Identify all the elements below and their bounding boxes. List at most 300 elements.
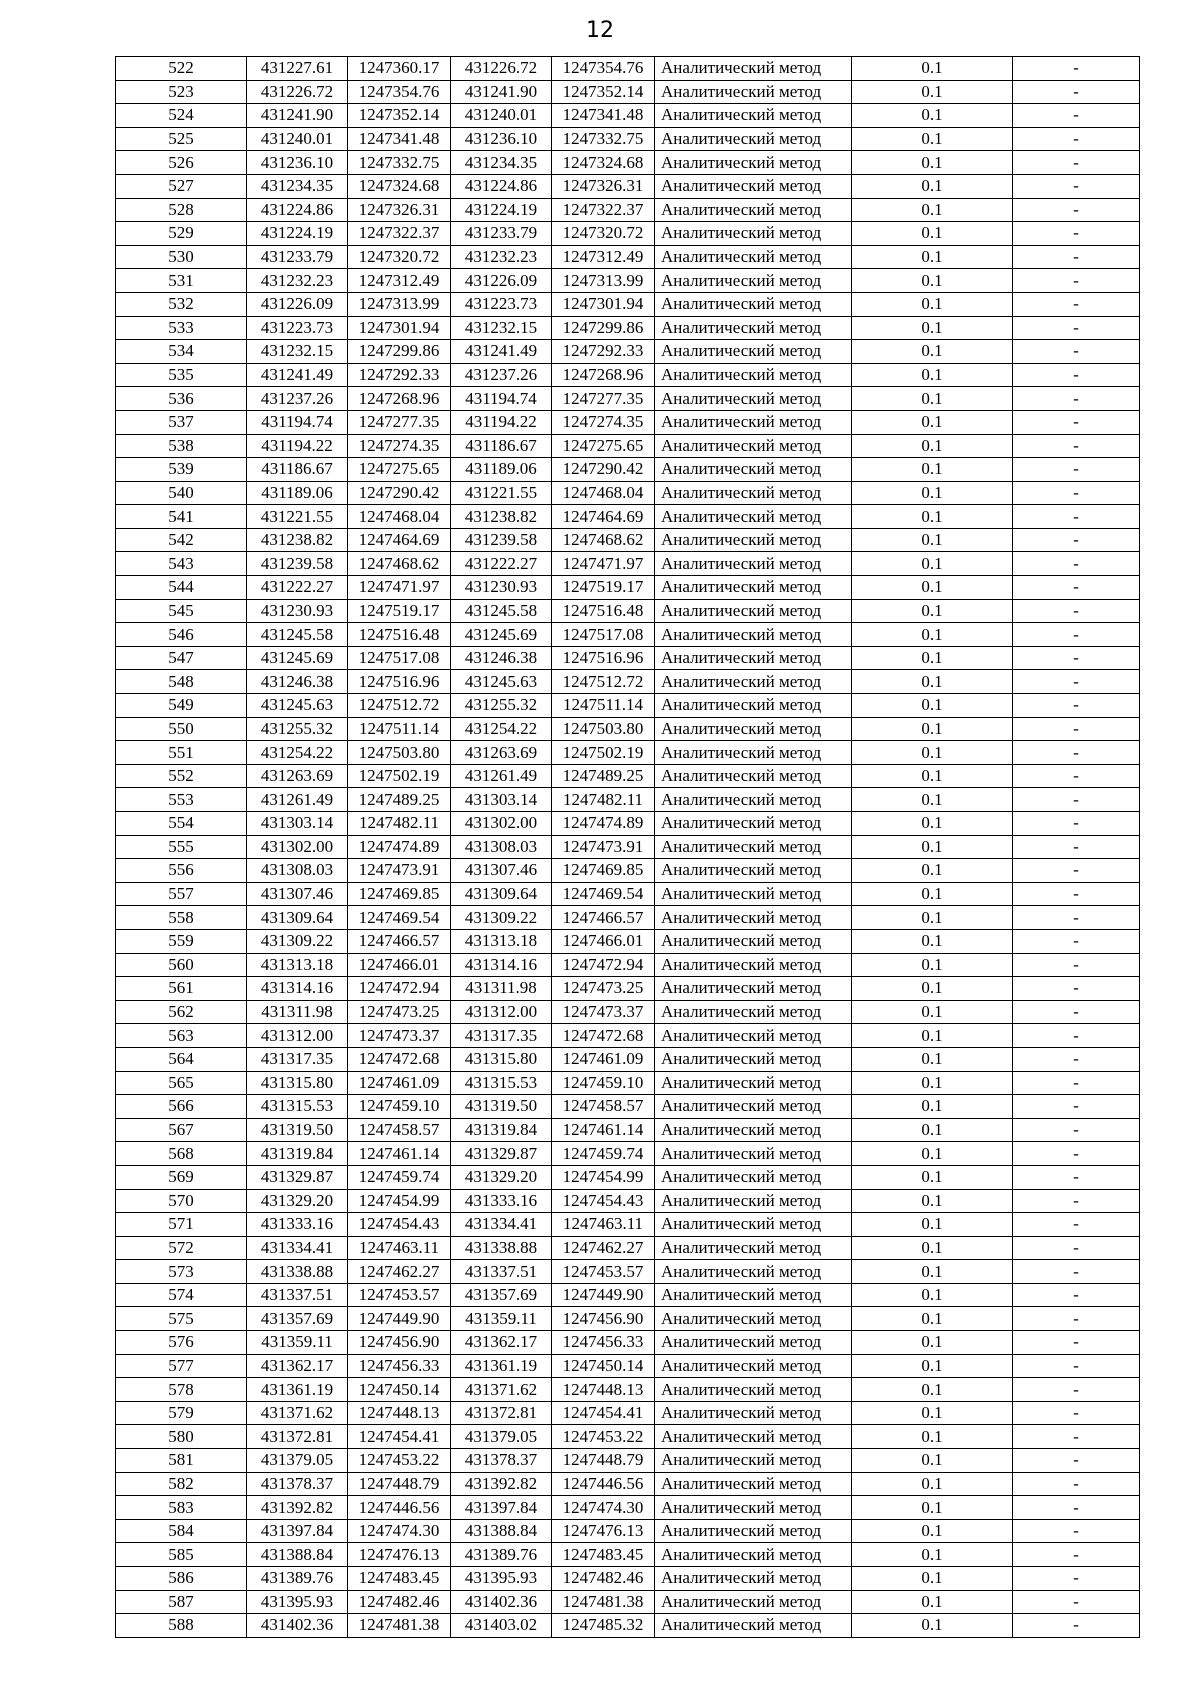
note-cell: - (1013, 528, 1140, 552)
y-start-cell: 1247320.72 (348, 245, 451, 269)
x-start-cell: 431392.82 (247, 1496, 348, 1520)
point-number-cell: 533 (116, 316, 247, 340)
y-start-cell: 1247461.14 (348, 1142, 451, 1166)
method-cell: Аналитический метод (655, 1213, 852, 1237)
note-cell: - (1013, 1024, 1140, 1048)
x-end-cell: 431241.49 (451, 340, 552, 364)
x-end-cell: 431319.50 (451, 1095, 552, 1119)
y-end-cell: 1247277.35 (552, 387, 655, 411)
point-number-cell: 583 (116, 1496, 247, 1520)
x-start-cell: 431319.50 (247, 1118, 348, 1142)
note-cell: - (1013, 599, 1140, 623)
point-number-cell: 558 (116, 906, 247, 930)
precision-cell: 0.1 (852, 717, 1013, 741)
precision-cell: 0.1 (852, 1071, 1013, 1095)
x-start-cell: 431315.53 (247, 1095, 348, 1119)
table-row (116, 1354, 1140, 1378)
y-end-cell: 1247332.75 (552, 127, 655, 151)
y-start-cell: 1247474.89 (348, 835, 451, 859)
x-start-cell: 431308.03 (247, 859, 348, 883)
point-number-cell: 542 (116, 528, 247, 552)
x-start-cell: 431395.93 (247, 1590, 348, 1614)
table-row (116, 623, 1140, 647)
point-number-cell: 567 (116, 1118, 247, 1142)
y-end-cell: 1247485.32 (552, 1614, 655, 1638)
x-start-cell: 431227.61 (247, 57, 348, 81)
precision-cell: 0.1 (852, 1567, 1013, 1591)
note-cell: - (1013, 363, 1140, 387)
y-start-cell: 1247473.25 (348, 1000, 451, 1024)
x-start-cell: 431334.41 (247, 1236, 348, 1260)
table-row (116, 1047, 1140, 1071)
point-number-cell: 547 (116, 646, 247, 670)
point-number-cell: 538 (116, 434, 247, 458)
note-cell: - (1013, 458, 1140, 482)
y-start-cell: 1247277.35 (348, 410, 451, 434)
x-start-cell: 431388.84 (247, 1543, 348, 1567)
x-end-cell: 431224.86 (451, 174, 552, 198)
point-number-cell: 552 (116, 764, 247, 788)
y-start-cell: 1247301.94 (348, 316, 451, 340)
point-number-cell: 535 (116, 363, 247, 387)
y-start-cell: 1247458.57 (348, 1118, 451, 1142)
table-row (116, 717, 1140, 741)
precision-cell: 0.1 (852, 741, 1013, 765)
y-end-cell: 1247481.38 (552, 1590, 655, 1614)
point-number-cell: 572 (116, 1236, 247, 1260)
y-end-cell: 1247472.94 (552, 953, 655, 977)
y-start-cell: 1247511.14 (348, 717, 451, 741)
y-end-cell: 1247463.11 (552, 1213, 655, 1237)
x-end-cell: 431303.14 (451, 788, 552, 812)
precision-cell: 0.1 (852, 434, 1013, 458)
precision-cell: 0.1 (852, 1283, 1013, 1307)
x-start-cell: 431357.69 (247, 1307, 348, 1331)
note-cell: - (1013, 1236, 1140, 1260)
x-start-cell: 431221.55 (247, 505, 348, 529)
x-end-cell: 431403.02 (451, 1614, 552, 1638)
x-start-cell: 431329.87 (247, 1165, 348, 1189)
y-end-cell: 1247448.13 (552, 1378, 655, 1402)
precision-cell: 0.1 (852, 812, 1013, 836)
x-start-cell: 431245.69 (247, 646, 348, 670)
method-cell: Аналитический метод (655, 481, 852, 505)
method-cell: Аналитический метод (655, 363, 852, 387)
method-cell: Аналитический метод (655, 906, 852, 930)
note-cell: - (1013, 410, 1140, 434)
note-cell: - (1013, 1283, 1140, 1307)
note-cell: - (1013, 1449, 1140, 1473)
precision-cell: 0.1 (852, 1189, 1013, 1213)
table-row (116, 316, 1140, 340)
y-end-cell: 1247449.90 (552, 1283, 655, 1307)
x-start-cell: 431313.18 (247, 953, 348, 977)
method-cell: Аналитический метод (655, 1449, 852, 1473)
y-start-cell: 1247461.09 (348, 1071, 451, 1095)
point-number-cell: 560 (116, 953, 247, 977)
x-start-cell: 431402.36 (247, 1614, 348, 1638)
x-end-cell: 431302.00 (451, 812, 552, 836)
y-end-cell: 1247290.42 (552, 458, 655, 482)
note-cell: - (1013, 481, 1140, 505)
point-number-cell: 578 (116, 1378, 247, 1402)
precision-cell: 0.1 (852, 1378, 1013, 1402)
method-cell: Аналитический метод (655, 1047, 852, 1071)
method-cell: Аналитический метод (655, 717, 852, 741)
x-end-cell: 431263.69 (451, 741, 552, 765)
x-end-cell: 431311.98 (451, 977, 552, 1001)
x-start-cell: 431261.49 (247, 788, 348, 812)
note-cell: - (1013, 127, 1140, 151)
x-end-cell: 431309.22 (451, 906, 552, 930)
method-cell: Аналитический метод (655, 1283, 852, 1307)
y-end-cell: 1247446.56 (552, 1472, 655, 1496)
method-cell: Аналитический метод (655, 410, 852, 434)
precision-cell: 0.1 (852, 859, 1013, 883)
y-start-cell: 1247446.56 (348, 1496, 451, 1520)
point-number-cell: 540 (116, 481, 247, 505)
method-cell: Аналитический метод (655, 1095, 852, 1119)
x-start-cell: 431233.79 (247, 245, 348, 269)
x-end-cell: 431226.09 (451, 269, 552, 293)
x-end-cell: 431338.88 (451, 1236, 552, 1260)
table-row (116, 1000, 1140, 1024)
point-number-cell: 564 (116, 1047, 247, 1071)
method-cell: Аналитический метод (655, 1567, 852, 1591)
note-cell: - (1013, 552, 1140, 576)
table-row (116, 481, 1140, 505)
method-cell: Аналитический метод (655, 576, 852, 600)
x-start-cell: 431232.15 (247, 340, 348, 364)
y-end-cell: 1247462.27 (552, 1236, 655, 1260)
precision-cell: 0.1 (852, 1307, 1013, 1331)
x-end-cell: 431233.79 (451, 222, 552, 246)
table-row (116, 363, 1140, 387)
point-number-cell: 570 (116, 1189, 247, 1213)
x-start-cell: 431232.23 (247, 269, 348, 293)
method-cell: Аналитический метод (655, 1614, 852, 1638)
y-start-cell: 1247360.17 (348, 57, 451, 81)
y-start-cell: 1247516.48 (348, 623, 451, 647)
point-number-cell: 544 (116, 576, 247, 600)
y-start-cell: 1247324.68 (348, 174, 451, 198)
x-end-cell: 431245.63 (451, 670, 552, 694)
point-number-cell: 546 (116, 623, 247, 647)
x-end-cell: 431372.81 (451, 1401, 552, 1425)
table-row (116, 1401, 1140, 1425)
precision-cell: 0.1 (852, 623, 1013, 647)
precision-cell: 0.1 (852, 1118, 1013, 1142)
y-start-cell: 1247481.38 (348, 1614, 451, 1638)
precision-cell: 0.1 (852, 1213, 1013, 1237)
y-end-cell: 1247459.74 (552, 1142, 655, 1166)
y-start-cell: 1247274.35 (348, 434, 451, 458)
y-end-cell: 1247320.72 (552, 222, 655, 246)
table-row (116, 292, 1140, 316)
point-number-cell: 554 (116, 812, 247, 836)
table-row (116, 151, 1140, 175)
method-cell: Аналитический метод (655, 741, 852, 765)
x-end-cell: 431232.23 (451, 245, 552, 269)
note-cell: - (1013, 292, 1140, 316)
table-row (116, 1449, 1140, 1473)
x-start-cell: 431359.11 (247, 1331, 348, 1355)
precision-cell: 0.1 (852, 1449, 1013, 1473)
x-start-cell: 431255.32 (247, 717, 348, 741)
x-end-cell: 431307.46 (451, 859, 552, 883)
x-start-cell: 431315.80 (247, 1071, 348, 1095)
y-start-cell: 1247512.72 (348, 694, 451, 718)
note-cell: - (1013, 198, 1140, 222)
note-cell: - (1013, 859, 1140, 883)
note-cell: - (1013, 434, 1140, 458)
precision-cell: 0.1 (852, 646, 1013, 670)
note-cell: - (1013, 835, 1140, 859)
x-end-cell: 431222.27 (451, 552, 552, 576)
table-row (116, 245, 1140, 269)
method-cell: Аналитический метод (655, 670, 852, 694)
page-number: 12 (586, 18, 614, 43)
x-start-cell: 431246.38 (247, 670, 348, 694)
x-end-cell: 431245.58 (451, 599, 552, 623)
table-row (116, 1118, 1140, 1142)
method-cell: Аналитический метод (655, 1519, 852, 1543)
table-row (116, 1590, 1140, 1614)
y-start-cell: 1247275.65 (348, 458, 451, 482)
x-start-cell: 431186.67 (247, 458, 348, 482)
note-cell: - (1013, 151, 1140, 175)
table-row (116, 764, 1140, 788)
method-cell: Аналитический метод (655, 505, 852, 529)
y-end-cell: 1247326.31 (552, 174, 655, 198)
x-end-cell: 431236.10 (451, 127, 552, 151)
x-start-cell: 431222.27 (247, 576, 348, 600)
x-start-cell: 431379.05 (247, 1449, 348, 1473)
point-number-cell: 574 (116, 1283, 247, 1307)
point-number-cell: 588 (116, 1614, 247, 1638)
y-end-cell: 1247312.49 (552, 245, 655, 269)
y-start-cell: 1247482.11 (348, 812, 451, 836)
x-end-cell: 431334.41 (451, 1213, 552, 1237)
method-cell: Аналитический метод (655, 1331, 852, 1355)
note-cell: - (1013, 1165, 1140, 1189)
y-start-cell: 1247456.90 (348, 1331, 451, 1355)
point-number-cell: 585 (116, 1543, 247, 1567)
precision-cell: 0.1 (852, 670, 1013, 694)
x-end-cell: 431315.80 (451, 1047, 552, 1071)
precision-cell: 0.1 (852, 458, 1013, 482)
x-start-cell: 431239.58 (247, 552, 348, 576)
table-row (116, 340, 1140, 364)
x-start-cell: 431319.84 (247, 1142, 348, 1166)
point-number-cell: 551 (116, 741, 247, 765)
precision-cell: 0.1 (852, 1024, 1013, 1048)
precision-cell: 0.1 (852, 528, 1013, 552)
point-number-cell: 557 (116, 882, 247, 906)
x-end-cell: 431254.22 (451, 717, 552, 741)
table-row (116, 1614, 1140, 1638)
precision-cell: 0.1 (852, 1590, 1013, 1614)
x-start-cell: 431224.19 (247, 222, 348, 246)
y-end-cell: 1247466.57 (552, 906, 655, 930)
x-start-cell: 431333.16 (247, 1213, 348, 1237)
method-cell: Аналитический метод (655, 764, 852, 788)
method-cell: Аналитический метод (655, 245, 852, 269)
method-cell: Аналитический метод (655, 882, 852, 906)
x-start-cell: 431303.14 (247, 812, 348, 836)
table-row (116, 174, 1140, 198)
point-number-cell: 577 (116, 1354, 247, 1378)
precision-cell: 0.1 (852, 505, 1013, 529)
y-end-cell: 1247464.69 (552, 505, 655, 529)
y-end-cell: 1247516.96 (552, 646, 655, 670)
note-cell: - (1013, 316, 1140, 340)
x-end-cell: 431194.74 (451, 387, 552, 411)
method-cell: Аналитический метод (655, 198, 852, 222)
x-start-cell: 431302.00 (247, 835, 348, 859)
x-start-cell: 431371.62 (247, 1401, 348, 1425)
y-start-cell: 1247516.96 (348, 670, 451, 694)
x-end-cell: 431397.84 (451, 1496, 552, 1520)
table-row (116, 1519, 1140, 1543)
note-cell: - (1013, 387, 1140, 411)
note-cell: - (1013, 1354, 1140, 1378)
table-row (116, 104, 1140, 128)
table-row (116, 882, 1140, 906)
point-number-cell: 553 (116, 788, 247, 812)
x-start-cell: 431309.64 (247, 906, 348, 930)
table-row (116, 953, 1140, 977)
method-cell: Аналитический метод (655, 694, 852, 718)
x-end-cell: 431237.26 (451, 363, 552, 387)
precision-cell: 0.1 (852, 1354, 1013, 1378)
x-start-cell: 431236.10 (247, 151, 348, 175)
precision-cell: 0.1 (852, 1543, 1013, 1567)
x-end-cell: 431395.93 (451, 1567, 552, 1591)
note-cell: - (1013, 953, 1140, 977)
point-number-cell: 582 (116, 1472, 247, 1496)
table-row (116, 1165, 1140, 1189)
x-end-cell: 431238.82 (451, 505, 552, 529)
x-start-cell: 431329.20 (247, 1189, 348, 1213)
y-end-cell: 1247461.09 (552, 1047, 655, 1071)
point-number-cell: 561 (116, 977, 247, 1001)
precision-cell: 0.1 (852, 57, 1013, 81)
note-cell: - (1013, 1095, 1140, 1119)
precision-cell: 0.1 (852, 835, 1013, 859)
y-end-cell: 1247468.62 (552, 528, 655, 552)
y-start-cell: 1247352.14 (348, 104, 451, 128)
x-end-cell: 431241.90 (451, 80, 552, 104)
method-cell: Аналитический метод (655, 1307, 852, 1331)
method-cell: Аналитический метод (655, 1543, 852, 1567)
y-start-cell: 1247453.22 (348, 1449, 451, 1473)
note-cell: - (1013, 269, 1140, 293)
precision-cell: 0.1 (852, 292, 1013, 316)
precision-cell: 0.1 (852, 1047, 1013, 1071)
precision-cell: 0.1 (852, 481, 1013, 505)
table-row (116, 1095, 1140, 1119)
x-end-cell: 431232.15 (451, 316, 552, 340)
x-end-cell: 431378.37 (451, 1449, 552, 1473)
method-cell: Аналитический метод (655, 1118, 852, 1142)
table-row (116, 458, 1140, 482)
x-start-cell: 431338.88 (247, 1260, 348, 1284)
y-start-cell: 1247268.96 (348, 387, 451, 411)
precision-cell: 0.1 (852, 576, 1013, 600)
y-end-cell: 1247292.33 (552, 340, 655, 364)
precision-cell: 0.1 (852, 410, 1013, 434)
table-row (116, 410, 1140, 434)
table-row (116, 1567, 1140, 1591)
x-end-cell: 431329.20 (451, 1165, 552, 1189)
precision-cell: 0.1 (852, 1142, 1013, 1166)
note-cell: - (1013, 741, 1140, 765)
y-end-cell: 1247503.80 (552, 717, 655, 741)
y-start-cell: 1247476.13 (348, 1543, 451, 1567)
note-cell: - (1013, 174, 1140, 198)
x-start-cell: 431312.00 (247, 1024, 348, 1048)
x-start-cell: 431241.90 (247, 104, 348, 128)
x-start-cell: 431317.35 (247, 1047, 348, 1071)
note-cell: - (1013, 1213, 1140, 1237)
precision-cell: 0.1 (852, 174, 1013, 198)
y-end-cell: 1247268.96 (552, 363, 655, 387)
y-start-cell: 1247466.01 (348, 953, 451, 977)
precision-cell: 0.1 (852, 1236, 1013, 1260)
x-start-cell: 431237.26 (247, 387, 348, 411)
method-cell: Аналитический метод (655, 623, 852, 647)
y-end-cell: 1247454.99 (552, 1165, 655, 1189)
note-cell: - (1013, 977, 1140, 1001)
x-start-cell: 431307.46 (247, 882, 348, 906)
table-row (116, 1496, 1140, 1520)
x-start-cell: 431372.81 (247, 1425, 348, 1449)
x-end-cell: 431329.87 (451, 1142, 552, 1166)
y-end-cell: 1247324.68 (552, 151, 655, 175)
point-number-cell: 522 (116, 57, 247, 81)
precision-cell: 0.1 (852, 929, 1013, 953)
note-cell: - (1013, 788, 1140, 812)
y-start-cell: 1247312.49 (348, 269, 451, 293)
method-cell: Аналитический метод (655, 104, 852, 128)
point-number-cell: 543 (116, 552, 247, 576)
y-start-cell: 1247463.11 (348, 1236, 451, 1260)
x-end-cell: 431333.16 (451, 1189, 552, 1213)
y-start-cell: 1247489.25 (348, 788, 451, 812)
y-start-cell: 1247454.43 (348, 1213, 451, 1237)
x-start-cell: 431234.35 (247, 174, 348, 198)
table-row (116, 1543, 1140, 1567)
x-end-cell: 431392.82 (451, 1472, 552, 1496)
x-end-cell: 431402.36 (451, 1590, 552, 1614)
table-row (116, 906, 1140, 930)
y-start-cell: 1247449.90 (348, 1307, 451, 1331)
point-number-cell: 556 (116, 859, 247, 883)
x-end-cell: 431261.49 (451, 764, 552, 788)
y-start-cell: 1247448.13 (348, 1401, 451, 1425)
y-end-cell: 1247322.37 (552, 198, 655, 222)
method-cell: Аналитический метод (655, 552, 852, 576)
y-end-cell: 1247516.48 (552, 599, 655, 623)
method-cell: Аналитический метод (655, 929, 852, 953)
y-end-cell: 1247313.99 (552, 269, 655, 293)
y-start-cell: 1247468.04 (348, 505, 451, 529)
point-number-cell: 536 (116, 387, 247, 411)
table-row (116, 1378, 1140, 1402)
precision-cell: 0.1 (852, 340, 1013, 364)
note-cell: - (1013, 1567, 1140, 1591)
